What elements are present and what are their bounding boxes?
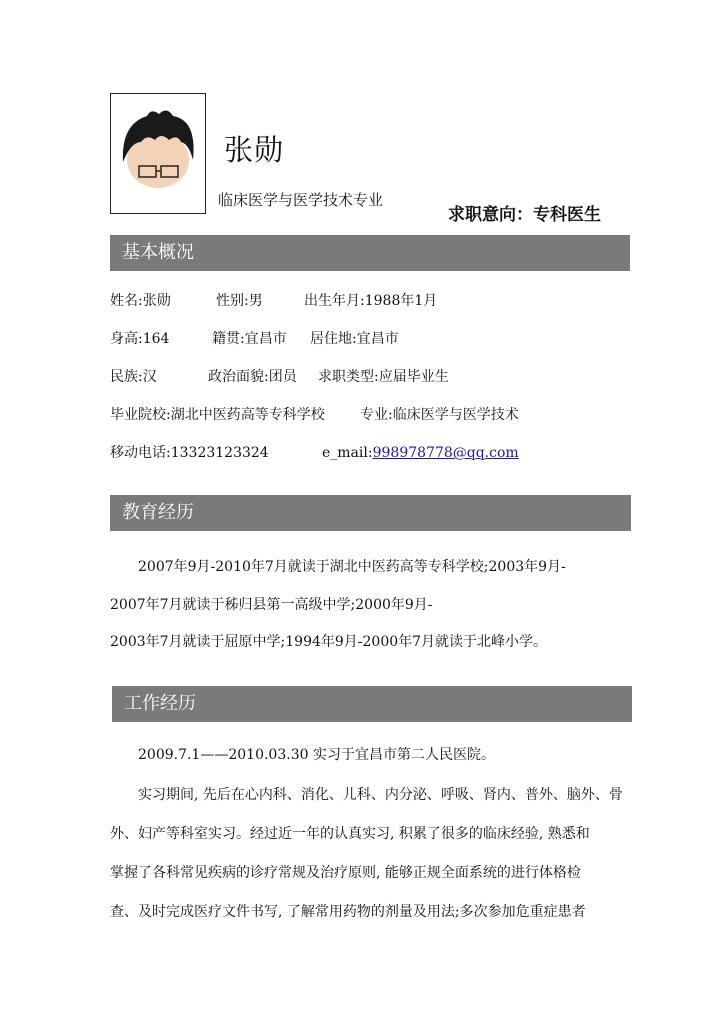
basic-info-row-2: [110, 328, 399, 348]
work-line: 查、及时完成医疗文件书写, 了解常用药物的剂量及用法;多次参加危重症患者: [110, 904, 586, 920]
education-line: 2007年7月就读于秭归县第一高级中学;2000年9月-: [110, 597, 433, 613]
work-line: 实习期间, 先后在心内科、消化、儿科、内分泌、呼吸、肾内、普外、脑外、骨: [138, 787, 623, 803]
work-line: 掌握了各科常见疾病的诊疗常规及治疗原则, 能够正规全面系统的进行体格检: [110, 865, 581, 881]
cartoon-avatar-icon: [111, 94, 205, 213]
basic-info-row-4: [110, 404, 519, 424]
section-basic-header: 基本概况: [110, 235, 630, 271]
info-residence: 居住地:宜昌市: [310, 331, 399, 347]
info-job-type: 求职类型:应届毕业生: [318, 369, 449, 385]
basic-info-row-1: [110, 290, 437, 310]
info-school: 毕业院校:湖北中医药高等专科学校: [110, 407, 325, 423]
info-height: 身高:164: [110, 331, 170, 347]
info-phone: 移动电话:13323123324: [110, 445, 269, 461]
info-major: 专业:临床医学与医学技术: [360, 407, 519, 423]
work-line: 2009.7.1——2010.03.30 实习于宜昌市第二人民医院。: [138, 747, 495, 763]
education-line: 2007年9月-2010年7月就读于湖北中医药高等专科学校;2003年9月-: [138, 559, 566, 575]
info-politics: 政治面貌:团员: [208, 369, 297, 385]
avatar: [110, 93, 206, 214]
job-objective: 求职意向：专科医生: [448, 205, 601, 225]
candidate-name: 张勋: [224, 133, 285, 167]
section-education-header: 教育经历: [110, 495, 631, 531]
major-subtitle: 临床医学与医学技术专业: [218, 191, 384, 209]
section-work-header: 工作经历: [112, 686, 632, 722]
info-ethnicity: 民族:汉: [110, 369, 157, 385]
basic-info-row-3: [110, 366, 449, 386]
info-birth: 出生年月:1988年1月: [304, 293, 438, 309]
info-email-label: e_mail:: [322, 445, 373, 461]
email-link[interactable]: 998978778@qq.com: [372, 445, 519, 461]
info-native-place: 籍贯:宜昌市: [212, 331, 287, 347]
info-name: 姓名:张勋: [110, 293, 171, 309]
basic-info-row-5: [110, 442, 519, 462]
education-line: 2003年7月就读于屈原中学;1994年9月-2000年7月就读于北峰小学。: [110, 634, 548, 650]
work-line: 外、妇产等科室实习。经过近一年的认真实习, 积累了很多的临床经验, 熟悉和: [110, 826, 590, 842]
info-gender: 性别:男: [216, 293, 263, 309]
